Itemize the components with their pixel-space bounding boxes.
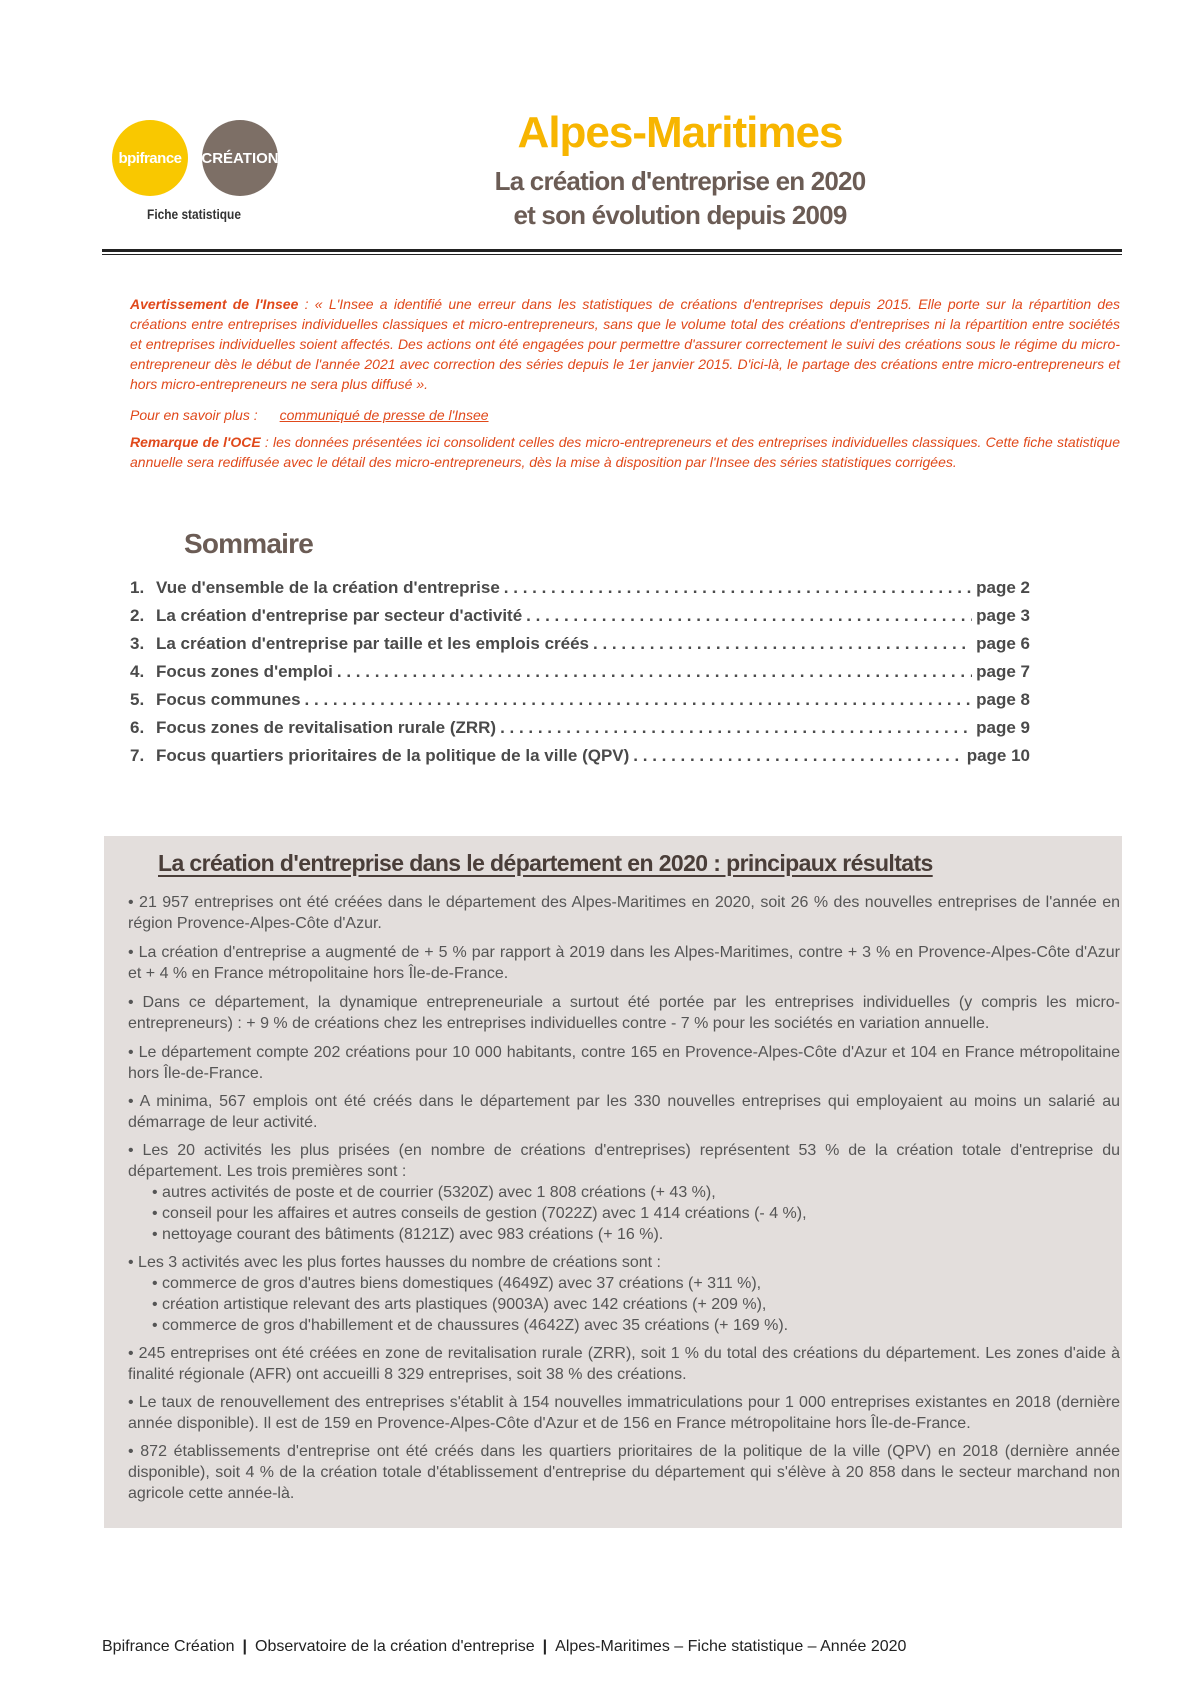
toc-page: page 9 [976,718,1030,737]
toc-item[interactable] [130,606,1030,632]
result-paragraph: • La création d'entreprise a augmenté de + 5 % par rapport à 2019 dans les Alpes-Maritimes, contre + 3 % en Provence-Alpes-Côte d'Azur et + 4 % en France métropolitaine hors Île-de-France. [128,944,1120,982]
result-paragraph: • Les 3 activités avec les plus fortes hausses du nombre de créations sont : [128,1254,661,1271]
result-paragraph: • Le taux de renouvellement des entreprises s'établit à 154 nouvelles immatriculations pour 1 000 entreprises existantes en 2018 (dernière année disponible). Il est de 159 en Provence-Alpes-Côte d'Azur et de 156 en France métropolitaine hors Île-de-France. [128,1394,1120,1432]
toc-label: Focus communes [156,690,301,709]
insee-warning-label: Avertissement de l'Insee [130,296,299,312]
toc-page: page 7 [976,662,1030,681]
footer-observatory: Observatoire de la création d'entreprise [255,1638,535,1655]
toc-leader-dots [337,662,972,682]
toc-item[interactable] [130,718,1030,744]
result-subitem: • autres activités de poste et de courrier (5320Z) avec 1 808 créations (+ 43 %), [152,1184,716,1201]
result-paragraph: • Le département compte 202 créations pour 10 000 habitants, contre 165 en Provence-Alpes-Côte d'Azur et 104 en France métropolitaine hors Île-de-France. [128,1044,1120,1082]
toc-page: page 8 [976,690,1030,709]
header-divider-thick [102,249,1122,252]
result-paragraph: • 245 entreprises ont été créées en zone de revitalisation rurale (ZRR), soit 1 % du total des créations du département. Les zones d'aide à finalité régionale (AFR) ont accueilli 8 329 entreprises, soit 38 % des créations. [128,1345,1120,1383]
creation-logo-text: CRÉATION [201,149,279,167]
insee-press-link[interactable]: communiqué de presse de l'Insee [279,407,489,423]
result-paragraph: • A minima, 567 emplois ont été créés dans le département par les 330 nouvelles entreprises qui employaient au moins un salarié au démarrage de leur activité. [128,1093,1120,1131]
result-subitem: • commerce de gros d'habillement et de chaussures (4642Z) avec 35 créations (+ 169 %). [152,1317,789,1334]
header-divider-thin [102,254,1122,255]
toc-label: Focus zones de revitalisation rurale (ZRR) [156,718,497,737]
result-paragraph: • 21 957 entreprises ont été créées dans le département des Alpes-Maritimes en 2020, soit 26 % des nouvelles entreprises de l'année en région Provence-Alpes-Côte d'Azur. [128,894,1120,932]
toc-page: page 6 [976,634,1030,653]
result-paragraph: • Les 20 activités les plus prisées (en nombre de créations d'entreprises) représentent 53 % de la création totale d'entreprise du département. Les trois premières sont : [128,1142,1120,1180]
toc-leader-dots [504,578,972,598]
oce-note-text: : les données présentées ici consolident celles des micro-entrepreneurs et des entreprises individuelles classiques. Cette fiche statistique annuelle sera rediffusée avec le détail des micro-entrepreneurs, dès la mise à disposition par l'Insee des séries statistiques corrigées. [130,434,1120,470]
toc-leader-dots [633,746,962,766]
result-paragraph: • Dans ce département, la dynamique entrepreneuriale a surtout été portée par les entreprises individuelles (y compris les micro-entrepreneurs) : + 9 % de créations chez les entreprises individuelles contre - 7 % pour les sociétés en variation annuelle. [128,994,1120,1032]
page-title: Alpes-Maritimes [517,108,843,157]
footer-document: Alpes-Maritimes – Fiche statistique – Année 2020 [555,1638,907,1655]
page-subtitle-line1: La création d'entreprise en 2020 [494,166,866,196]
fiche-label: Fiche statistique [147,206,241,222]
result-paragraph: • 872 établissements d'entreprise ont été créés dans les quartiers prioritaires de la politique de la ville (QPV) en 2018 (dernière année disponible), soit 4 % de la création totale d'établissement d'entreprise du département qui s'élève à 20 858 dans le secteur marchand non agricole cette année-là. [128,1443,1120,1502]
result-subitem: • nettoyage courant des bâtiments (8121Z) avec 983 créations (+ 16 %). [152,1226,664,1243]
toc-label: La création d'entreprise par taille et les emplois créés [156,634,590,653]
toc-label: Focus zones d'emploi [156,662,333,681]
toc-leader-dots [526,606,972,626]
result-subitem: • conseil pour les affaires et autres conseils de gestion (7022Z) avec 1 414 créations (- 4 %), [152,1205,807,1222]
toc-number: 3. [130,634,145,653]
result-subitem: • création artistique relevant des arts plastiques (9003A) avec 142 créations (+ 209 %), [152,1296,767,1313]
toc-item[interactable] [130,690,1030,716]
toc-number: 7. [130,746,145,765]
page-footer [102,1638,906,1656]
footer-org: Bpifrance Création [102,1638,235,1655]
insee-warning [130,294,1120,394]
toc-number: 5. [130,690,145,709]
toc-number: 4. [130,662,145,681]
toc-item[interactable] [130,662,1030,688]
toc-label: La création d'entreprise par secteur d'activité [156,606,523,625]
bpifrance-logo-text: bpifrance [118,149,182,167]
toc-label: Focus quartiers prioritaires de la politique de la ville (QPV) [156,746,630,765]
toc-leader-dots [593,634,972,654]
oce-note-label: Remarque de l'OCE [130,434,261,450]
more-info [130,405,1120,425]
toc-number: 2. [130,606,145,625]
sommaire-title: Sommaire [184,528,313,559]
results-title: La création d'entreprise dans le département en 2020 : principaux résultats [158,850,933,876]
toc-page: page 3 [976,606,1030,625]
more-info-label: Pour en savoir plus : [130,407,258,423]
result-subitem: • commerce de gros d'autres biens domestiques (4649Z) avec 37 créations (+ 311 %), [152,1275,762,1292]
insee-warning-text: : « L'Insee a identifié une erreur dans les statistiques de créations d'entreprises depuis 2015. Elle porte sur la répartition des créations entre entreprises individuelles classiques et micro-entrepreneurs, sans que le volume total des créations d'entreprises ni la répartition entre sociétés et entreprises individuelles soient affectés. Des actions ont été engagées pour permettre d'assurer correctement le suivi des créations sous le régime du micro-entrepreneur dès le début de l'année 2021 avec correction des séries depuis le 1er janvier 2015. D'ici-là, le partage des créations entre micro-entrepreneurs et hors micro-entrepreneurs ne sera plus diffusé ». [130,296,1121,392]
footer-separator: | [242,1638,247,1655]
toc-item[interactable] [130,578,1030,604]
toc-leader-dots [500,718,972,738]
footer-separator: | [542,1638,548,1655]
toc-label: Vue d'ensemble de la création d'entreprise [156,578,500,597]
oce-note [130,432,1120,472]
toc-number: 6. [130,718,145,737]
creation-logo [202,120,278,196]
toc-item[interactable] [130,634,1030,660]
toc-page: page 10 [966,746,1030,765]
toc-item[interactable] [130,746,1030,772]
toc-leader-dots [305,690,973,710]
bpifrance-logo [112,120,188,196]
toc-page: page 2 [976,578,1030,597]
page-subtitle-line2: et son évolution depuis 2009 [513,200,847,230]
toc-number: 1. [130,578,145,597]
